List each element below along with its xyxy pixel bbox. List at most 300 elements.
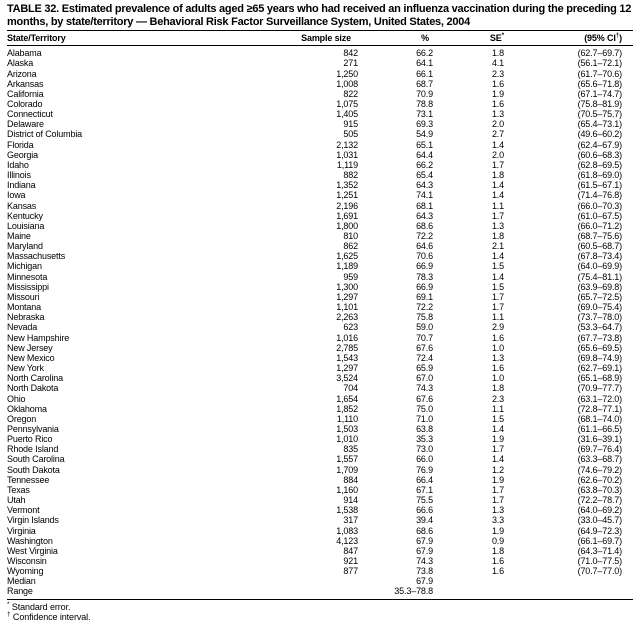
state-cell: Florida	[7, 139, 34, 150]
n-cell: 1,538	[336, 505, 358, 516]
table-row	[7, 444, 633, 454]
se-cell: 1.4	[491, 190, 504, 201]
se-cell: 1.7	[491, 484, 504, 495]
pct-cell: 35.3–78.8	[394, 586, 433, 597]
col-header-sample-size: Sample size	[295, 31, 365, 46]
n-cell: 1,405	[336, 109, 358, 120]
ci-cell: (69.8–74.9)	[577, 352, 622, 363]
se-cell: 2.7	[491, 129, 504, 140]
state-cell: Puerto Rico	[7, 434, 53, 445]
n-cell: 271	[343, 58, 358, 69]
ci-cell: (75.8–81.9)	[577, 98, 622, 109]
ci-cell: (70.5–75.7)	[577, 109, 622, 120]
prevalence-table	[7, 30, 633, 599]
n-cell: 1,352	[336, 180, 358, 191]
ci-cell: (62.7–69.1)	[577, 363, 622, 374]
table-row	[7, 241, 633, 251]
table-row	[7, 353, 633, 363]
pct-cell: 66.2	[416, 159, 433, 170]
pct-cell: 65.1	[416, 139, 433, 150]
pct-cell: 67.9	[416, 545, 433, 556]
table-row	[7, 201, 633, 211]
state-cell: Nevada	[7, 322, 38, 333]
state-cell: North Dakota	[7, 383, 59, 394]
pct-cell: 69.1	[416, 291, 433, 302]
se-cell	[438, 576, 509, 586]
pct-cell: 67.6	[416, 393, 433, 404]
state-cell: Delaware	[7, 119, 44, 130]
se-cell: 2.1	[491, 241, 504, 252]
n-cell: 1,503	[336, 423, 358, 434]
table-row	[7, 404, 633, 414]
n-cell: 317	[343, 515, 358, 526]
se-cell: 1.3	[491, 352, 504, 363]
se-cell: 1.0	[491, 373, 504, 384]
se-cell: 1.5	[491, 281, 504, 292]
table-row	[7, 322, 633, 332]
state-cell: South Dakota	[7, 464, 60, 475]
se-footnote-marker: *	[501, 32, 504, 40]
state-cell: Georgia	[7, 149, 38, 160]
pct-cell: 74.3	[416, 383, 433, 394]
table-row	[7, 140, 633, 150]
n-cell: 1,251	[336, 190, 358, 201]
ci-label: (95% CI	[584, 33, 616, 44]
state-cell: Louisiana	[7, 220, 45, 231]
state-cell: Pennsylvania	[7, 423, 59, 434]
ci-cell: (63.8–70.3)	[577, 484, 622, 495]
table-row	[7, 536, 633, 546]
state-cell: Wisconsin	[7, 556, 47, 566]
ci-cell: (31.6–39.1)	[577, 434, 622, 445]
pct-cell: 76.9	[416, 464, 433, 475]
n-cell: 3,524	[336, 373, 358, 384]
table-row	[7, 58, 633, 68]
se-cell: 3.3	[491, 515, 504, 526]
se-cell: 1.9	[491, 88, 504, 99]
state-cell: Idaho	[7, 159, 29, 170]
table-row	[7, 424, 633, 434]
table-row	[7, 373, 633, 383]
state-cell: Arkansas	[7, 78, 44, 89]
se-cell	[438, 586, 509, 599]
table-row	[7, 383, 633, 393]
footnote-confidence-interval	[7, 612, 633, 623]
table-row	[7, 343, 633, 353]
ci-cell: (65.6–71.8)	[577, 78, 622, 89]
state-cell: California	[7, 88, 44, 99]
state-cell: Maine	[7, 231, 31, 241]
table-body	[7, 46, 633, 599]
ci-cell: (60.6–68.3)	[577, 149, 622, 160]
state-cell: Colorado	[7, 98, 43, 109]
ci-cell: (70.7–77.0)	[577, 566, 622, 577]
n-cell: 915	[343, 119, 358, 130]
table-row	[7, 556, 633, 566]
state-cell: Washington	[7, 535, 53, 546]
ci-cell: (61.8–69.0)	[577, 170, 622, 181]
se-cell: 1.6	[491, 556, 504, 566]
state-cell: Connecticut	[7, 109, 53, 120]
n-cell: 1,010	[336, 434, 358, 445]
se-cell: 1.4	[491, 139, 504, 150]
table-row	[7, 302, 633, 312]
se-cell: 1.7	[491, 302, 504, 313]
table-row	[7, 99, 633, 109]
n-cell	[295, 576, 365, 586]
table-row	[7, 170, 633, 180]
state-cell: Tennessee	[7, 474, 50, 485]
ci-cell: (64.0–69.2)	[577, 505, 622, 516]
ci-cell: (70.9–77.7)	[577, 383, 622, 394]
ci-cell	[509, 576, 633, 586]
se-cell: 1.5	[491, 413, 504, 424]
se-cell: 1.3	[491, 220, 504, 231]
state-cell: Rhode Island	[7, 444, 59, 455]
se-cell: 2.0	[491, 149, 504, 160]
ci-cell: (33.0–45.7)	[577, 515, 622, 526]
state-cell: New York	[7, 363, 44, 374]
ci-cell: (65.6–69.5)	[577, 342, 622, 353]
footnotes	[7, 602, 633, 623]
table-row	[7, 333, 633, 343]
pct-cell: 66.9	[416, 261, 433, 272]
state-cell: District of Columbia	[7, 129, 83, 140]
n-cell: 505	[343, 129, 358, 140]
pct-cell: 66.1	[416, 68, 433, 79]
n-cell: 847	[343, 545, 358, 556]
state-cell: Kentucky	[7, 210, 43, 221]
se-cell: 0.9	[491, 535, 504, 546]
state-cell: Massachusetts	[7, 251, 66, 262]
ci-cell: (62.7–69.7)	[577, 48, 622, 59]
state-cell: North Carolina	[7, 373, 63, 384]
pct-cell: 78.3	[416, 271, 433, 282]
ci-cell: (72.8–77.1)	[577, 403, 622, 414]
table-row	[7, 363, 633, 373]
se-cell: 1.8	[491, 170, 504, 181]
ci-cell: (63.3–68.7)	[577, 454, 622, 465]
table-row	[7, 465, 633, 475]
se-cell: 2.3	[491, 68, 504, 79]
n-cell: 914	[343, 495, 358, 506]
state-cell: Ohio	[7, 393, 26, 404]
se-cell: 1.3	[491, 505, 504, 516]
ci-cell: (68.7–75.6)	[577, 231, 622, 241]
n-cell: 2,785	[336, 342, 358, 353]
table-row	[7, 190, 633, 200]
ci-label-close: )	[619, 33, 622, 44]
n-cell: 822	[343, 88, 358, 99]
table-row	[7, 180, 633, 190]
se-cell: 1.7	[491, 495, 504, 506]
state-cell: Montana	[7, 302, 41, 313]
ci-cell: (64.0–69.9)	[577, 261, 622, 272]
se-cell: 1.7	[491, 291, 504, 302]
state-cell: Virginia	[7, 525, 36, 536]
state-cell: Minnesota	[7, 271, 48, 282]
pct-cell: 74.1	[416, 190, 433, 201]
ci-cell: (75.4–81.1)	[577, 271, 622, 282]
table-row	[7, 150, 633, 160]
pct-cell: 67.6	[416, 342, 433, 353]
ci-cell: (62.8–69.5)	[577, 159, 622, 170]
ci-cell: (64.9–72.3)	[577, 525, 622, 536]
pct-cell: 39.4	[416, 515, 433, 526]
ci-cell: (68.1–74.0)	[577, 413, 622, 424]
pct-cell: 64.6	[416, 241, 433, 252]
se-cell: 2.9	[491, 322, 504, 333]
pct-cell: 65.9	[416, 363, 433, 374]
pct-cell: 66.9	[416, 281, 433, 292]
pct-cell: 70.6	[416, 251, 433, 262]
ci-cell: (53.3–64.7)	[577, 322, 622, 333]
table-row	[7, 526, 633, 536]
n-cell: 810	[343, 231, 358, 241]
ci-cell	[509, 586, 633, 599]
n-cell: 2,263	[336, 312, 358, 323]
ci-cell: (65.1–68.9)	[577, 373, 622, 384]
ci-cell: (61.0–67.5)	[577, 210, 622, 221]
table-row	[7, 485, 633, 495]
state-cell: South Carolina	[7, 454, 65, 465]
state-cell: Maryland	[7, 241, 43, 252]
state-cell: Nebraska	[7, 312, 45, 323]
se-cell: 1.4	[491, 454, 504, 465]
pct-cell: 70.9	[416, 88, 433, 99]
se-cell: 1.1	[491, 403, 504, 414]
n-cell: 1,250	[336, 68, 358, 79]
state-cell: Utah	[7, 495, 26, 506]
n-cell: 1,075	[336, 98, 358, 109]
state-cell: Indiana	[7, 180, 36, 191]
table-row	[7, 312, 633, 322]
pct-cell: 68.6	[416, 525, 433, 536]
pct-cell: 72.4	[416, 352, 433, 363]
table-row	[7, 454, 633, 464]
pct-cell: 64.1	[416, 58, 433, 69]
ci-cell: (66.1–69.7)	[577, 535, 622, 546]
ci-cell: (63.1–72.0)	[577, 393, 622, 404]
pct-cell: 75.8	[416, 312, 433, 323]
n-cell: 1,800	[336, 220, 358, 231]
n-cell: 884	[343, 474, 358, 485]
se-cell: 1.6	[491, 332, 504, 343]
ci-cell: (56.1–72.1)	[577, 58, 622, 69]
header-row	[7, 31, 633, 46]
table-row	[7, 566, 633, 576]
col-header-percent: %	[365, 31, 438, 46]
ci-cell: (67.7–73.8)	[577, 332, 622, 343]
table-title: TABLE 32. Estimated prevalence of adults aged ≥65 years who had received an influenza vaccination during the preceding 12 months, by state/territory — Behavioral Risk Factor Surveillance System, United States, 2004	[7, 3, 632, 28]
table-row	[7, 394, 633, 404]
ci-cell: (66.0–70.3)	[577, 200, 622, 211]
n-cell: 1,297	[336, 291, 358, 302]
state-cell: Missouri	[7, 291, 40, 302]
n-cell: 1,160	[336, 484, 358, 495]
footnote-text: Standard error.	[11, 601, 71, 612]
n-cell: 862	[343, 241, 358, 252]
table-row	[7, 79, 633, 89]
table-row	[7, 546, 633, 556]
ci-cell: (72.2–78.7)	[577, 495, 622, 506]
table-row	[7, 160, 633, 170]
n-cell: 1,300	[336, 281, 358, 292]
pct-cell: 64.4	[416, 149, 433, 160]
table-row	[7, 221, 633, 231]
pct-cell: 78.8	[416, 98, 433, 109]
col-header-standard-error	[438, 31, 509, 46]
pct-cell: 67.0	[416, 373, 433, 384]
se-label: SE	[489, 33, 502, 44]
se-cell: 1.3	[491, 109, 504, 120]
state-cell: New Jersey	[7, 342, 53, 353]
se-cell: 1.8	[491, 231, 504, 241]
pct-cell: 67.1	[416, 484, 433, 495]
pct-cell: 66.4	[416, 474, 433, 485]
n-cell: 4,123	[336, 535, 358, 546]
state-cell: Arizona	[7, 68, 37, 79]
ci-cell: (49.6–60.2)	[577, 129, 622, 140]
se-cell: 2.3	[491, 393, 504, 404]
pct-cell: 67.9	[416, 576, 433, 587]
se-cell: 1.7	[491, 159, 504, 170]
pct-cell: 73.8	[416, 566, 433, 577]
ci-cell: (60.5–68.7)	[577, 241, 622, 252]
pct-cell: 67.9	[416, 535, 433, 546]
n-cell: 921	[343, 556, 358, 566]
pct-cell: 66.0	[416, 454, 433, 465]
n-cell: 1,083	[336, 525, 358, 536]
state-cell: Texas	[7, 484, 30, 495]
table-row	[7, 129, 633, 139]
n-cell: 842	[343, 48, 358, 59]
pct-cell: 71.0	[416, 413, 433, 424]
summary-row	[7, 586, 633, 599]
table-row	[7, 475, 633, 485]
pct-cell: 64.3	[416, 210, 433, 221]
table-row	[7, 69, 633, 79]
se-cell: 1.6	[491, 98, 504, 109]
n-cell: 1,110	[336, 413, 358, 424]
n-cell	[295, 586, 365, 599]
summary-row	[7, 576, 633, 586]
pct-cell: 68.6	[416, 220, 433, 231]
ci-cell: (61.7–70.6)	[577, 68, 622, 79]
pct-cell: 72.2	[416, 302, 433, 313]
state-cell: Mississippi	[7, 281, 49, 292]
table-row	[7, 109, 633, 119]
ci-cell: (69.0–75.4)	[577, 302, 622, 313]
n-cell: 1,016	[336, 332, 358, 343]
pct-cell: 54.9	[416, 129, 433, 140]
n-cell: 1,543	[336, 352, 358, 363]
ci-cell: (62.4–67.9)	[577, 139, 622, 150]
se-cell: 1.4	[491, 251, 504, 262]
pct-cell: 73.0	[416, 444, 433, 455]
pct-cell: 73.1	[416, 109, 433, 120]
state-cell: Oregon	[7, 413, 37, 424]
n-cell: 1,709	[336, 464, 358, 475]
table-row	[7, 46, 633, 59]
n-cell: 1,101	[336, 302, 358, 313]
n-cell: 2,196	[336, 200, 358, 211]
state-cell: Kansas	[7, 200, 37, 211]
table-row	[7, 292, 633, 302]
n-cell: 1,654	[336, 393, 358, 404]
se-cell: 1.9	[491, 474, 504, 485]
ci-cell: (69.7–76.4)	[577, 444, 622, 455]
ci-cell: (63.9–69.8)	[577, 281, 622, 292]
table-row	[7, 495, 633, 505]
state-cell: New Hampshire	[7, 332, 70, 343]
footnote-standard-error	[7, 602, 633, 613]
n-cell: 959	[343, 271, 358, 282]
se-cell: 1.6	[491, 363, 504, 374]
dagger-marker: †	[7, 611, 11, 619]
pct-cell: 66.6	[416, 505, 433, 516]
table-row	[7, 211, 633, 221]
state-cell: West Virginia	[7, 545, 58, 556]
n-cell: 835	[343, 444, 358, 455]
ci-cell: (61.5–67.1)	[577, 180, 622, 191]
ci-cell: (65.4–73.1)	[577, 119, 622, 130]
se-cell: 1.4	[491, 271, 504, 282]
pct-cell: 70.7	[416, 332, 433, 343]
se-cell: 1.1	[491, 200, 504, 211]
se-cell: 1.6	[491, 566, 504, 577]
ci-cell: (66.0–71.2)	[577, 220, 622, 231]
se-cell: 1.0	[491, 342, 504, 353]
col-header-confidence-interval	[509, 31, 633, 46]
pct-cell: 66.2	[416, 48, 433, 59]
n-cell: 1,008	[336, 78, 358, 89]
ci-cell: (67.8–73.4)	[577, 251, 622, 262]
state-cell: Vermont	[7, 505, 40, 516]
se-cell: 4.1	[491, 58, 504, 69]
state-cell: Median	[7, 576, 36, 587]
se-cell: 1.8	[491, 545, 504, 556]
se-cell: 1.9	[491, 525, 504, 536]
table-row	[7, 515, 633, 525]
n-cell: 1,557	[336, 454, 358, 465]
se-cell: 1.6	[491, 78, 504, 89]
n-cell: 2,132	[336, 139, 358, 150]
se-cell: 1.8	[491, 383, 504, 394]
ci-cell: (62.6–70.2)	[577, 474, 622, 485]
state-cell: Alaska	[7, 58, 34, 69]
table-row	[7, 282, 633, 292]
ci-footnote-marker: †	[615, 32, 620, 40]
state-cell: Wyoming	[7, 566, 44, 577]
pct-cell: 75.5	[416, 495, 433, 506]
pct-cell: 35.3	[416, 434, 433, 445]
state-cell: Michigan	[7, 261, 42, 272]
pct-cell: 74.3	[416, 556, 433, 566]
pct-cell: 63.8	[416, 423, 433, 434]
n-cell: 1,297	[336, 363, 358, 374]
ci-cell: (74.6–79.2)	[577, 464, 622, 475]
n-cell: 882	[343, 170, 358, 181]
pct-cell: 68.1	[416, 200, 433, 211]
footnote-text: Confidence interval.	[12, 612, 91, 623]
pct-cell: 72.2	[416, 231, 433, 241]
se-cell: 1.9	[491, 434, 504, 445]
se-cell: 2.0	[491, 119, 504, 130]
ci-cell: (73.7–78.0)	[577, 312, 622, 323]
n-cell: 1,189	[336, 261, 358, 272]
n-cell: 1,119	[336, 159, 358, 170]
